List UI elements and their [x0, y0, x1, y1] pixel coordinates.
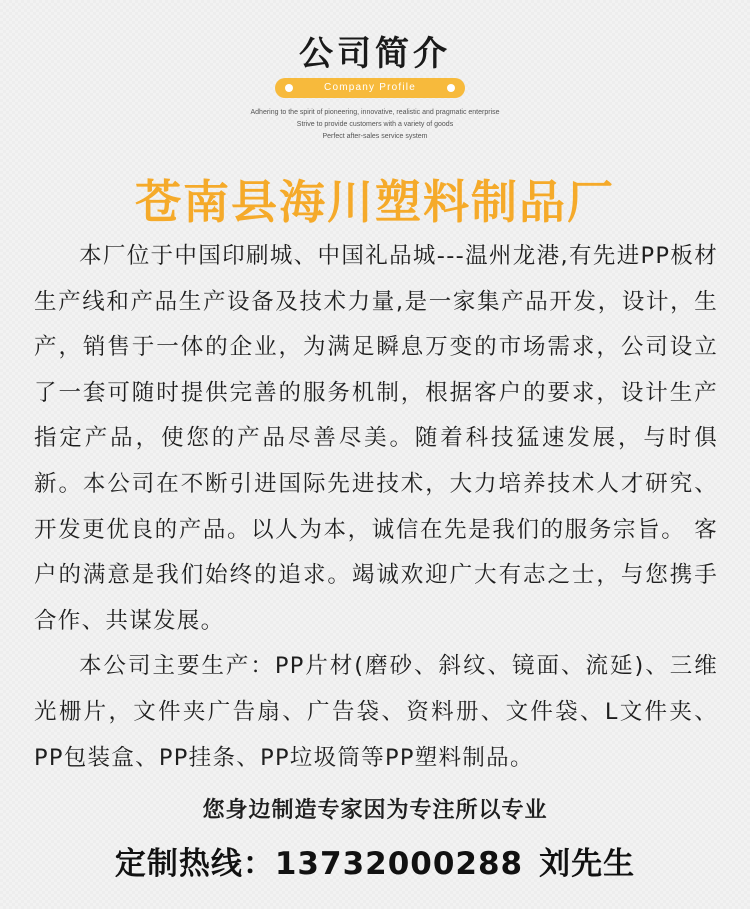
slogan-block	[0, 107, 750, 143]
slogan-line: Strive to provide customers with a variety of goods	[296, 121, 454, 128]
products-paragraph: 本公司主要生产：PP片材(磨砂、斜纹、镜面、流延)、三维光栅片，文件夹广告扇、广告袋、资料册、文件袋、L文件夹、PP包装盒、PP挂条、PP垃圾筒等PP塑料制品。	[34, 653, 718, 771]
pill-dot-right	[447, 84, 455, 92]
subtitle-pill-label: Company Profile	[324, 82, 416, 93]
hotline	[0, 838, 750, 883]
hotline-number: 13732000288	[274, 846, 524, 882]
profile-body	[34, 234, 718, 781]
subtitle-pill	[275, 78, 465, 98]
slogan-line: Perfect after-sales service system	[322, 133, 428, 140]
pill-dot-left	[285, 84, 293, 92]
intro-paragraph: 本厂位于中国印刷城、中国礼品城---温州龙港,有先进PP板材生产线和产品生产设备及技术力量,是一家集产品开发，设计，生产，销售于一体的企业，为满足瞬息万变的市场需求，公司设立了一套可随时提供完善的服务机制，根据客户的要求，设计生产指定产品，使您的产品尽善尽美。随着科技猛速发展，与时俱新。本公司在不断引进国际先进技术，大力培养技术人才研究、开发更优良的产品。以人为本，诚信在先是我们的服务宗旨。 客户的满意是我们始终的追求。竭诚欢迎广大有志之士，与您携手合作、共谋发展。	[34, 243, 718, 634]
slogan-line: Adhering to the spirit of pioneering, innovative, realistic and pragmatic enterprise	[250, 109, 500, 116]
company-name: 苍南县海川塑料制品厂	[135, 175, 615, 229]
tagline: 您身边制造专家因为专注所以专业	[202, 798, 548, 823]
hotline-label: 定制热线：	[114, 846, 275, 882]
hotline-contact: 刘先生	[539, 846, 636, 882]
page-title: 公司简介	[299, 34, 451, 74]
